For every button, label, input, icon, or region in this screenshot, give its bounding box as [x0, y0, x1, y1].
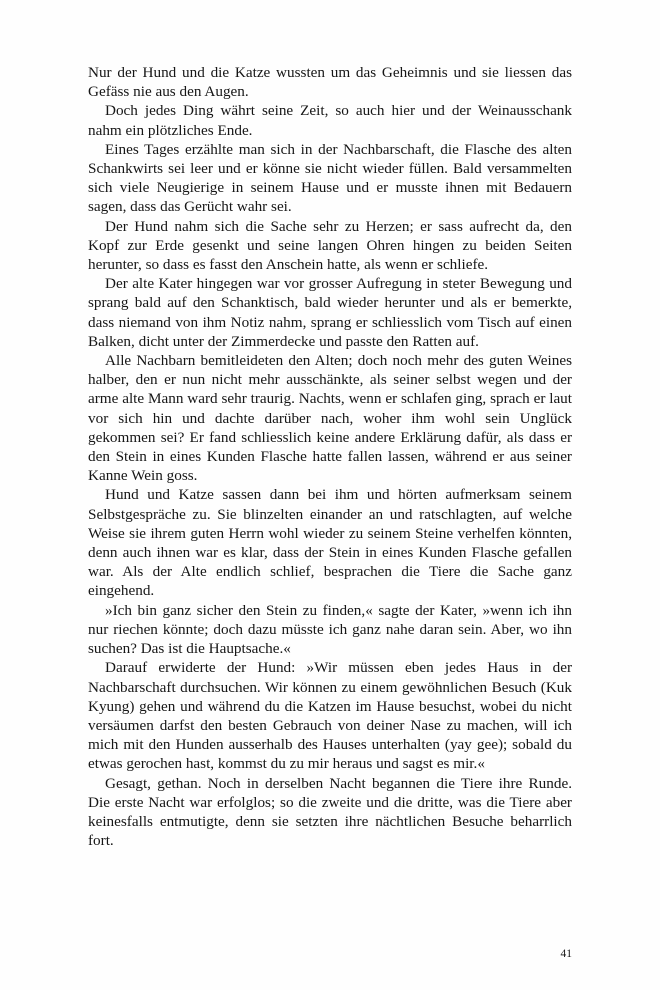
- paragraph: Eines Tages erzählte man sich in der Nachbarschaft, die Flasche des alten Schankwirts sei leer und er könne sie nicht wieder füllen. Bald versammelten sich viele Neugierige in seinem Hause und er musste ihnen mit Bedauern sagen, dass das Gerücht wahr sei.: [88, 140, 572, 216]
- paragraph: Nur der Hund und die Katze wussten um das Geheimnis und sie liessen das Gefäss nie aus den Augen.: [88, 64, 572, 101]
- paragraph: Doch jedes Ding währt seine Zeit, so auch hier und der Weinausschank nahm ein plötzliches Ende.: [88, 102, 572, 139]
- paragraph: »Ich bin ganz sicher den Stein zu finden,« sagte der Kater, »wenn ich ihn nur riechen könnte; doch dazu müsste ich ganz nahe daran sein. Aber, wo ihn suchen? Das ist die Hauptsache.«: [88, 601, 572, 658]
- paragraph: Hund und Katze sassen dann bei ihm und hörten aufmerksam seinem Selbstgespräche zu. Sie blinzelten einander an und ratschlagten, auf welche Weise sie ihrem guten Herrn wohl wieder zu seinem Steine verhelfen könnten, denn auch ihnen war es klar, dass der Stein in eines Kunden Flasche gefallen war. Als der Alte endlich schlief, besprachen die Tiere die Sache ganz eingehend.: [88, 486, 572, 600]
- paragraph: Der Hund nahm sich die Sache sehr zu Herzen; er sass aufrecht da, den Kopf zur Erde gesenkt und seine langen Ohren hingen zu beiden Seiten herunter, so dass es fasst den Anschein hatte, als wenn er schliefe.: [88, 217, 572, 274]
- page-number: 41: [560, 948, 572, 960]
- paragraph: Der alte Kater hingegen war vor grosser Aufregung in steter Bewegung und sprang bald auf den Schanktisch, bald wieder herunter und als er bemerkte, dass niemand von ihm Notiz nahm, sprang er schliesslich vom Tisch auf einen Balken, dicht unter der Zimmerdecke und passte den Ratten auf.: [88, 275, 572, 350]
- paragraph: Darauf erwiderte der Hund: »Wir müssen eben jedes Haus in der Nachbarschaft durchsuchen. Wir können zu einem gewöhnlichen Besuch (Kuk Kyung) gehen und während du die Katzen im Hause besuchst, wobei du nicht versäumen darfst den besten Gebrauch von deiner Nase zu machen, will ich mich mit den Hunden ausserhalb des Hauses unterhalten (yay gee); sobald du etwas gerochen hast, kommst du zu mir heraus und sagst es mir.«: [88, 659, 572, 773]
- text-block: [88, 63, 572, 850]
- paragraph: Alle Nachbarn bemitleideten den Alten; doch noch mehr des guten Weines halber, den er nun nicht mehr ausschänkte, als seiner selbst wegen und der arme alte Mann ward sehr traurig. Nachts, wenn er schlafen ging, sprach er laut vor sich hin und dachte darüber nach, woher ihm wohl sein Unglück gekommen sei? Er fand schliesslich keine andere Erklärung dafür, als dass er den Stein in eines Kunden Flasche hatte fallen lassen, während er aus seiner Kanne Wein goss.: [88, 352, 572, 485]
- paragraph: Gesagt, gethan. Noch in derselben Nacht begannen die Tiere ihre Runde. Die erste Nacht war erfolglos; so die zweite und die dritte, was die Tiere aber keinesfalls entmutigte, denn sie setzten ihre nächtlichen Besuche beharrlich fort.: [88, 774, 572, 850]
